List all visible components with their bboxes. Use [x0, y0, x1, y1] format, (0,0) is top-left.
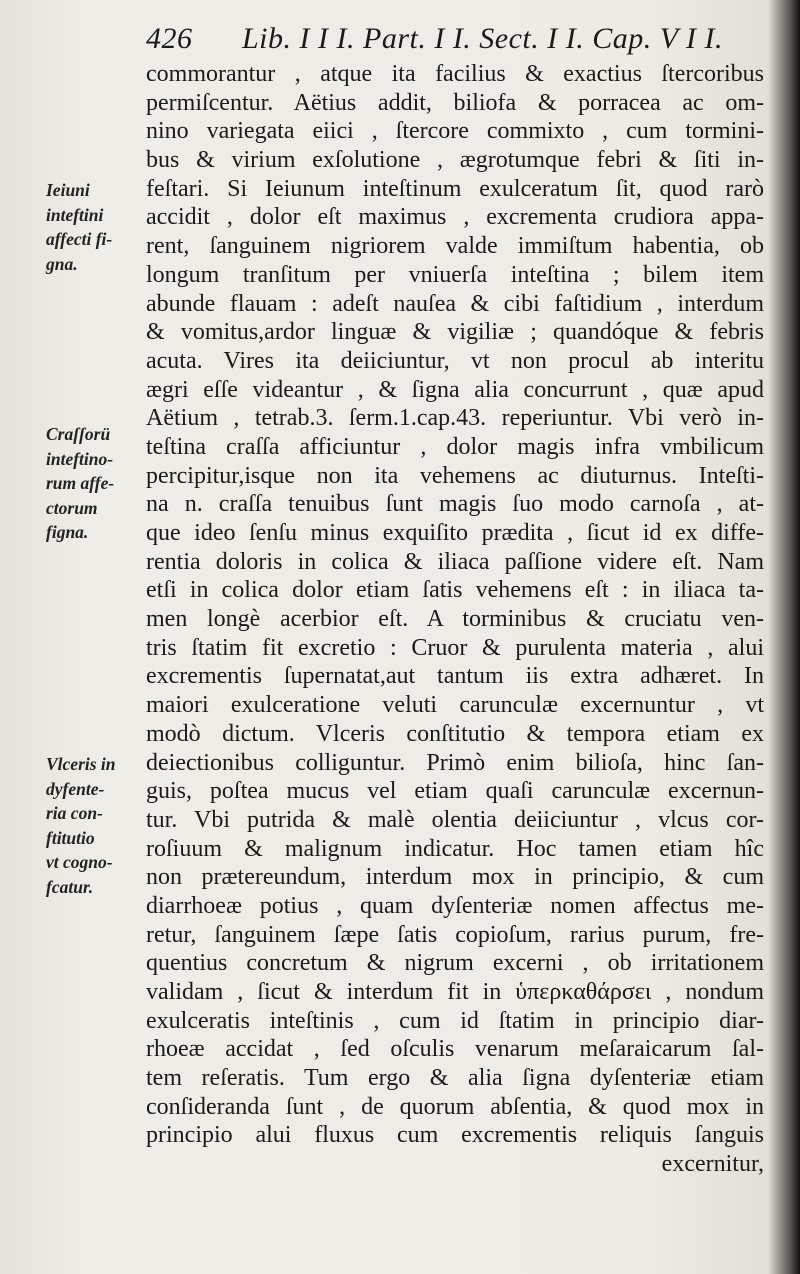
text-line: Aëtium , tetrab.3. ſerm.1.cap.43. reperiuntur. Vbi verò in- [146, 405, 764, 432]
text-line: guis, poſtea mucus vel etiam quaſi carunculæ excernun- [146, 778, 764, 805]
text-line: excrementis ſupernatat,aut tantum iis extra adhæret. In [146, 663, 764, 690]
text-line: feſtari. Si Ieiunum inteſtinum exulceratum ſit, quod rarò [146, 175, 764, 202]
main-text [146, 60, 764, 1179]
text-line: retur, ſanguinem ſæpe ſatis copioſum, rarius purum, fre- [146, 921, 764, 948]
text-line: nino variegata eiici , ſtercore commixto , cum tormini- [146, 118, 764, 145]
text-line: men longè acerbior eſt. A torminibus & cruciatu ven- [146, 606, 764, 633]
text-line: maiori exulceratione veluti carunculæ excernuntur , vt [146, 692, 764, 719]
text-line: que ideo ſenſu minus exquiſito prædita , ſicut id ex diffe- [146, 520, 764, 546]
text-line: tris ſtatim fit excretio : Cruor & purulenta materia , alui [146, 634, 764, 661]
text-line: rhoeæ accidat , ſed oſculis venarum meſaraicarum ſal- [146, 1036, 764, 1063]
text-line: acuta. Vires ita deiiciuntur, vt non procul ab interitu [146, 347, 764, 374]
text-line: permiſcentur. Aëtius addit, biliofa & porracea ac om- [146, 89, 764, 116]
text-line: exulceratis inteſtinis , cum id ſtatim in principio diar- [146, 1007, 764, 1034]
text-line: validam , ſicut & interdum fit in ὑπερκαθάρσει , nondum [146, 979, 764, 1005]
running-title: Lib. I I I. Part. I I. Sect. I I. Cap. V I I. [242, 22, 724, 55]
text-line: ægri eſſe videantur , & ſigna alia concurrunt , quæ apud [146, 376, 764, 403]
margin-note: Vlceris in dyfente- ria con- ftitutio vt cogno- fcatur. [46, 754, 116, 897]
page-header [146, 22, 756, 62]
text-line: excernitur, [661, 1151, 764, 1178]
text-line: conſideranda ſunt , de quorum abſentia, & quod mox in [146, 1093, 764, 1120]
text-line: non prætereundum, interdum mox in principio, & cum [146, 864, 764, 891]
text-line: rentia doloris in colica & iliaca paſſione videre eſt. Nam [146, 548, 764, 575]
text-line: accidit , dolor eſt maximus , excrementa crudiora appa- [146, 204, 764, 231]
text-line: roſiuum & malignum indicatur. Hoc tamen etiam hîc [146, 835, 764, 862]
text-line: na n. craſſa tenuibus ſunt magis ſuo modo carnoſa , at- [146, 491, 764, 518]
text-line: teſtina craſſa afficiuntur , dolor magis infra vmbilicum [146, 433, 764, 460]
text-line: tur. Vbi putrida & malè olentia deiiciuntur , vlcus cor- [146, 806, 764, 833]
text-line: abunde flauam : adeſt nauſea & cibi faſtidium , interdum [146, 290, 764, 317]
text-line: percipitur,isque non ita vehemens ac diuturnus. Inteſti- [146, 462, 764, 489]
text-line: commorantur , atque ita facilius & exactius ſtercoribus [146, 61, 764, 87]
text-line: quentius concretum & nigrum excerni , ob irritationem [146, 950, 764, 977]
page-number: 426 [146, 22, 193, 55]
text-line: & vomitus,ardor linguæ & vigiliæ ; quandóque & febris [146, 319, 764, 346]
text-line: longum tranſitum per vniuerſa inteſtina ; bilem item [146, 261, 764, 288]
text-line: tem reſeratis. Tum ergo & alia ſigna dyſenteriæ etiam [146, 1065, 764, 1092]
text-line: principio alui fluxus cum excrementis reliquis ſanguis [146, 1122, 764, 1149]
text-line: deiectionibus colliguntur. Primò enim bilioſa, hinc ſan- [146, 749, 764, 776]
text-line: modò dictum. Vlceris conſtitutio & tempora etiam ex [146, 720, 764, 747]
margin-note: Ieiuni inteftini affecti fi- gna. [46, 180, 113, 274]
margin-note: Craſſorü inteftino- rum affe- ctorum figna. [46, 424, 115, 543]
text-line: bus & virium exſolutione , ægrotumque febri & ſiti in- [146, 147, 764, 174]
text-line: etſi in colica dolor etiam ſatis vehemens eſt : in iliaca ta- [146, 577, 764, 604]
text-line: diarrhoeæ potius , quam dyſenteriæ nomen affectus me- [146, 892, 764, 919]
text-line: rent, ſanguinem nigriorem valde immiſtum habentia, ob [146, 233, 764, 260]
